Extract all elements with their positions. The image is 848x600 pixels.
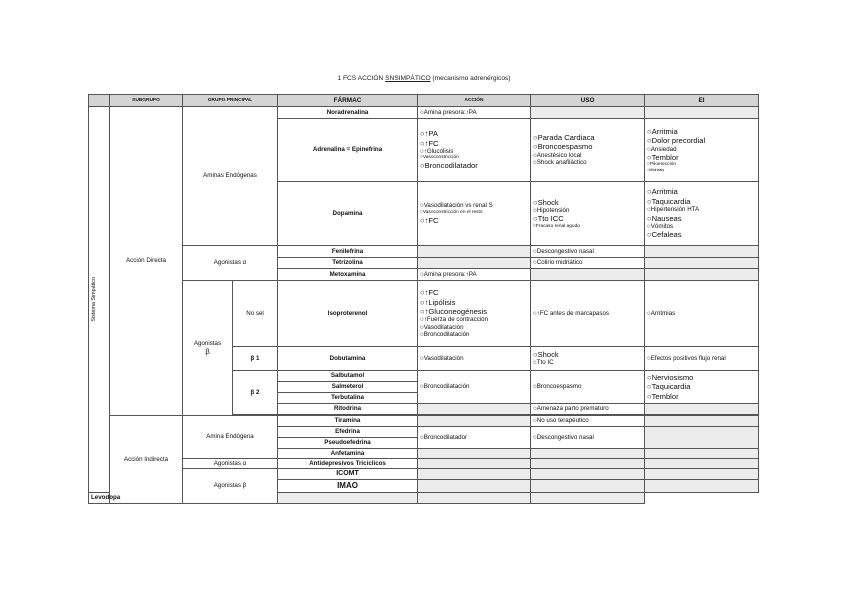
row-antidepresivos (89, 459, 759, 469)
sistema-cell (89, 107, 110, 493)
adrenalina-accion-3: ○Vasoconstricción (420, 155, 459, 161)
drug-adrenalina: Adrenalina = Epinefrina (278, 119, 418, 182)
dopamina-ei (645, 182, 759, 246)
tiramina-accion (418, 416, 531, 427)
dobutamina-uso (531, 347, 645, 371)
header-accion: ACCIÓN (418, 95, 531, 107)
header-ei: EI (645, 95, 759, 107)
adrenalina-accion-2: ○↑Glucólisis (420, 147, 454, 155)
drug-fenilefrina: Fenilefrina (278, 246, 418, 258)
adrenalina-ei-3: ○Temblor (647, 153, 679, 163)
aminas-endogenas-cell: Aminas Endógenas (183, 107, 278, 246)
row-icomt (89, 469, 759, 480)
drug-pseudoefedrina: Pseudoefedrina (278, 438, 418, 449)
dopamina-uso-2: ○Tto ICC (533, 214, 564, 224)
beta2-cell: β 2 (233, 371, 278, 415)
indirecta-uso: ○Descongestivo nasal (531, 427, 645, 449)
adrenalina-uso-1: ○Broncoespasmo (533, 142, 593, 152)
adrenalina-ei-5: ○Midriasis (647, 168, 665, 173)
drug-dobutamina: Dobutamina (278, 347, 418, 371)
indirecta-accion: ○Broncodilatador (418, 427, 531, 449)
pharmacology-table (88, 94, 759, 504)
dobutamina-uso-1: ○Tto IC (533, 359, 554, 367)
drug-salmeterol: Salmeterol (278, 382, 418, 393)
header-uso: USO (531, 95, 645, 107)
sistema-label: Sistema Simpático (91, 277, 97, 322)
adrenalina-ei-0: ○Arritmia (647, 127, 678, 137)
isoproterenol-accion-2: ○↑Gluconeogénesis (420, 306, 488, 316)
drug-efedrina: Efedrina (278, 427, 418, 438)
dobutamina-accion: ○Vasodilatación (418, 347, 531, 371)
beta1-cell: β 1 (233, 347, 278, 371)
drug-dopamina: Dopamina (278, 182, 418, 246)
header-grupo-principal: GRUPO PRINCIPAL (183, 95, 278, 107)
adrenalina-uso-0: ○Parada Cardiaca (533, 133, 595, 143)
title-prefix: 1 FCS ACCIÓN (337, 75, 386, 82)
accion-indirecta-cell: Acción Indirecta (110, 416, 183, 504)
tetrizolina-ei (645, 258, 759, 269)
antidepresivos-uso (531, 459, 645, 469)
drug-imao: IMAO (278, 480, 418, 493)
isoproterenol-accion (418, 281, 531, 347)
adrenalina-ei-4: ○Piloerección (647, 162, 677, 168)
agonistas-beta-cell (183, 281, 233, 416)
row-noradrenalina (89, 107, 759, 119)
antidepresivos-accion (418, 459, 531, 469)
beta2-accion: ○Broncodilatación (418, 371, 531, 404)
levodopa-accion (278, 493, 418, 504)
anfetamina-ei (645, 449, 759, 459)
drug-noradrenalina: Noradrenalina (278, 107, 418, 119)
metoxamina-ei (645, 269, 759, 281)
imao-uso (531, 480, 645, 493)
drug-ritodrina: Ritodrina (278, 404, 418, 415)
dopamina-accion (418, 182, 531, 246)
dopamina-ei-1: ○Taquicardia (647, 196, 691, 206)
dobutamina-ei: ○Efectos positivos flujo renal (645, 347, 759, 371)
isoproterenol-accion-0: ○↑FC (420, 288, 439, 298)
tetrizolina-uso: ○Colirio midriático (531, 258, 645, 269)
fenilefrina-ei (645, 246, 759, 258)
metoxamina-uso (531, 269, 645, 281)
ritodrina-ei (645, 404, 759, 415)
dopamina-uso-1: ○Hipotensión (533, 206, 570, 214)
icomt-accion (418, 469, 531, 480)
icomt-uso (531, 469, 645, 480)
adrenalina-ei-1: ○Dolor precordial (647, 136, 706, 146)
adrenalina-uso-3: ○Shock anafiláctico (533, 159, 587, 167)
isoproterenol-accion-4: ○Vasodilatación (420, 323, 464, 331)
dopamina-ei-3: ○Nauseas (647, 213, 682, 223)
noradrenalina-accion: ○Amina presora:↑PA (418, 107, 531, 119)
dopamina-accion-1: ○Vasoconstricción en el resto (420, 209, 483, 215)
tiramina-uso: ○No uso terapéutico (531, 416, 645, 427)
dopamina-ei-2: ○Hipertensión HTA (647, 205, 700, 213)
drug-antidepresivos: Antidepresivos Tricíclicos (278, 459, 418, 469)
header-row (89, 95, 759, 107)
agonistas-alfa-ind-cell: Agonistas α (183, 459, 278, 469)
antidepresivos-ei (645, 459, 759, 469)
agonistas-beta-symbol: β (205, 347, 210, 357)
levodopa-ei (531, 493, 645, 504)
beta2-ei-2: ○Temblor (647, 391, 679, 401)
beta2-ei-1: ○Taquicardia (647, 382, 691, 392)
drug-terbutalina: Terbutalina (278, 393, 418, 404)
adrenalina-uso (531, 119, 645, 182)
fenilefrina-uso: ○Descongestivo nasal (531, 246, 645, 258)
amina-endogena-cell: Amina Endógena (183, 416, 278, 459)
anfetamina-uso (531, 449, 645, 459)
drug-salbutamol: Salbutamol (278, 371, 418, 382)
tetrizolina-accion (418, 258, 531, 269)
metoxamina-accion: ○Amina presora:↑PA (418, 269, 531, 281)
isoproterenol-accion-3: ○↑Fuerza de contracción (420, 316, 489, 324)
imao-ei (645, 480, 759, 493)
title-underlined: SNSIMPÁTICO (385, 75, 431, 82)
agonistas-alfa-cell: Agonistas α (183, 246, 278, 281)
isoproterenol-accion-5: ○Broncodilatación (420, 331, 470, 339)
accion-directa-cell: Acción Directa (110, 107, 183, 416)
anfetamina-accion (418, 449, 531, 459)
adrenalina-ei-2: ○Ansiedad (647, 145, 677, 153)
drug-tetrizolina: Tetrizolina (278, 258, 418, 269)
fenilefrina-accion (418, 246, 531, 258)
row-fenilefrina (89, 246, 759, 258)
adrenalina-uso-2: ○Anestésico local (533, 151, 582, 159)
dopamina-uso-3: ○Fracaso renal agudo (533, 223, 580, 229)
imao-accion (418, 480, 531, 493)
row-tiramina (89, 416, 759, 427)
levodopa-uso (418, 493, 531, 504)
header-farmac: FÁRMAC (278, 95, 418, 107)
isoproterenol-accion-1: ○↑Lipólisis (420, 297, 456, 307)
beta2-uso: ○Broncoespasmo (531, 371, 645, 404)
adrenalina-ei (645, 119, 759, 182)
drug-levodopa: Levodopa (89, 493, 110, 504)
dopamina-accion-0: ○Vasodilatación vs renal S (420, 202, 493, 210)
indirecta-ei (645, 427, 759, 449)
drug-anfetamina: Anfetamina (278, 449, 418, 459)
adrenalina-accion-0: ○↑PA (420, 129, 438, 139)
drug-metoxamina: Metoxamina (278, 269, 418, 281)
document-title (0, 75, 848, 82)
tiramina-ei (645, 416, 759, 427)
agonistas-beta-label: Agonistas (193, 339, 222, 347)
dopamina-accion-2: ○↑FC (420, 215, 439, 225)
dopamina-ei-4: ○Vómitos (647, 222, 674, 230)
icomt-ei (645, 469, 759, 480)
adrenalina-accion-4: ○Broncodilatador (420, 161, 478, 171)
adrenalina-accion-1: ○↑FC (420, 138, 439, 148)
row-isoproterenol (89, 281, 759, 347)
dopamina-uso-0: ○Shock (533, 197, 559, 207)
isoproterenol-ei: ○Arritmias (645, 281, 759, 347)
ritodrina-accion (418, 404, 531, 415)
dopamina-uso (531, 182, 645, 246)
dopamina-ei-0: ○Arritmia (647, 187, 678, 197)
title-suffix: (mecanismo adrenérgicos) (430, 75, 511, 82)
beta2-ei-0: ○Nerviosismo (647, 373, 694, 383)
dobutamina-uso-0: ○Shock (533, 350, 559, 360)
no-sel-cell: No sel (233, 281, 278, 347)
noradrenalina-ei (645, 107, 759, 119)
drug-icomt: ICOMT (278, 469, 418, 480)
header-blank (89, 95, 110, 107)
agonistas-beta-ind-cell: Agonistas β (183, 469, 278, 504)
adrenalina-accion (418, 119, 531, 182)
dopamina-ei-5: ○Cefaleas (647, 230, 682, 240)
drug-tiramina: Tiramina (278, 416, 418, 427)
ritodrina-uso: ○Amenaza parto prematuro (531, 404, 645, 415)
drug-isoproterenol: Isoproterenol (278, 281, 418, 347)
noradrenalina-uso (531, 107, 645, 119)
beta2-ei (645, 371, 759, 404)
isoproterenol-uso: ○↑FC antes de marcapasos (531, 281, 645, 347)
header-subgrupo: SUBGRUPO (110, 95, 183, 107)
